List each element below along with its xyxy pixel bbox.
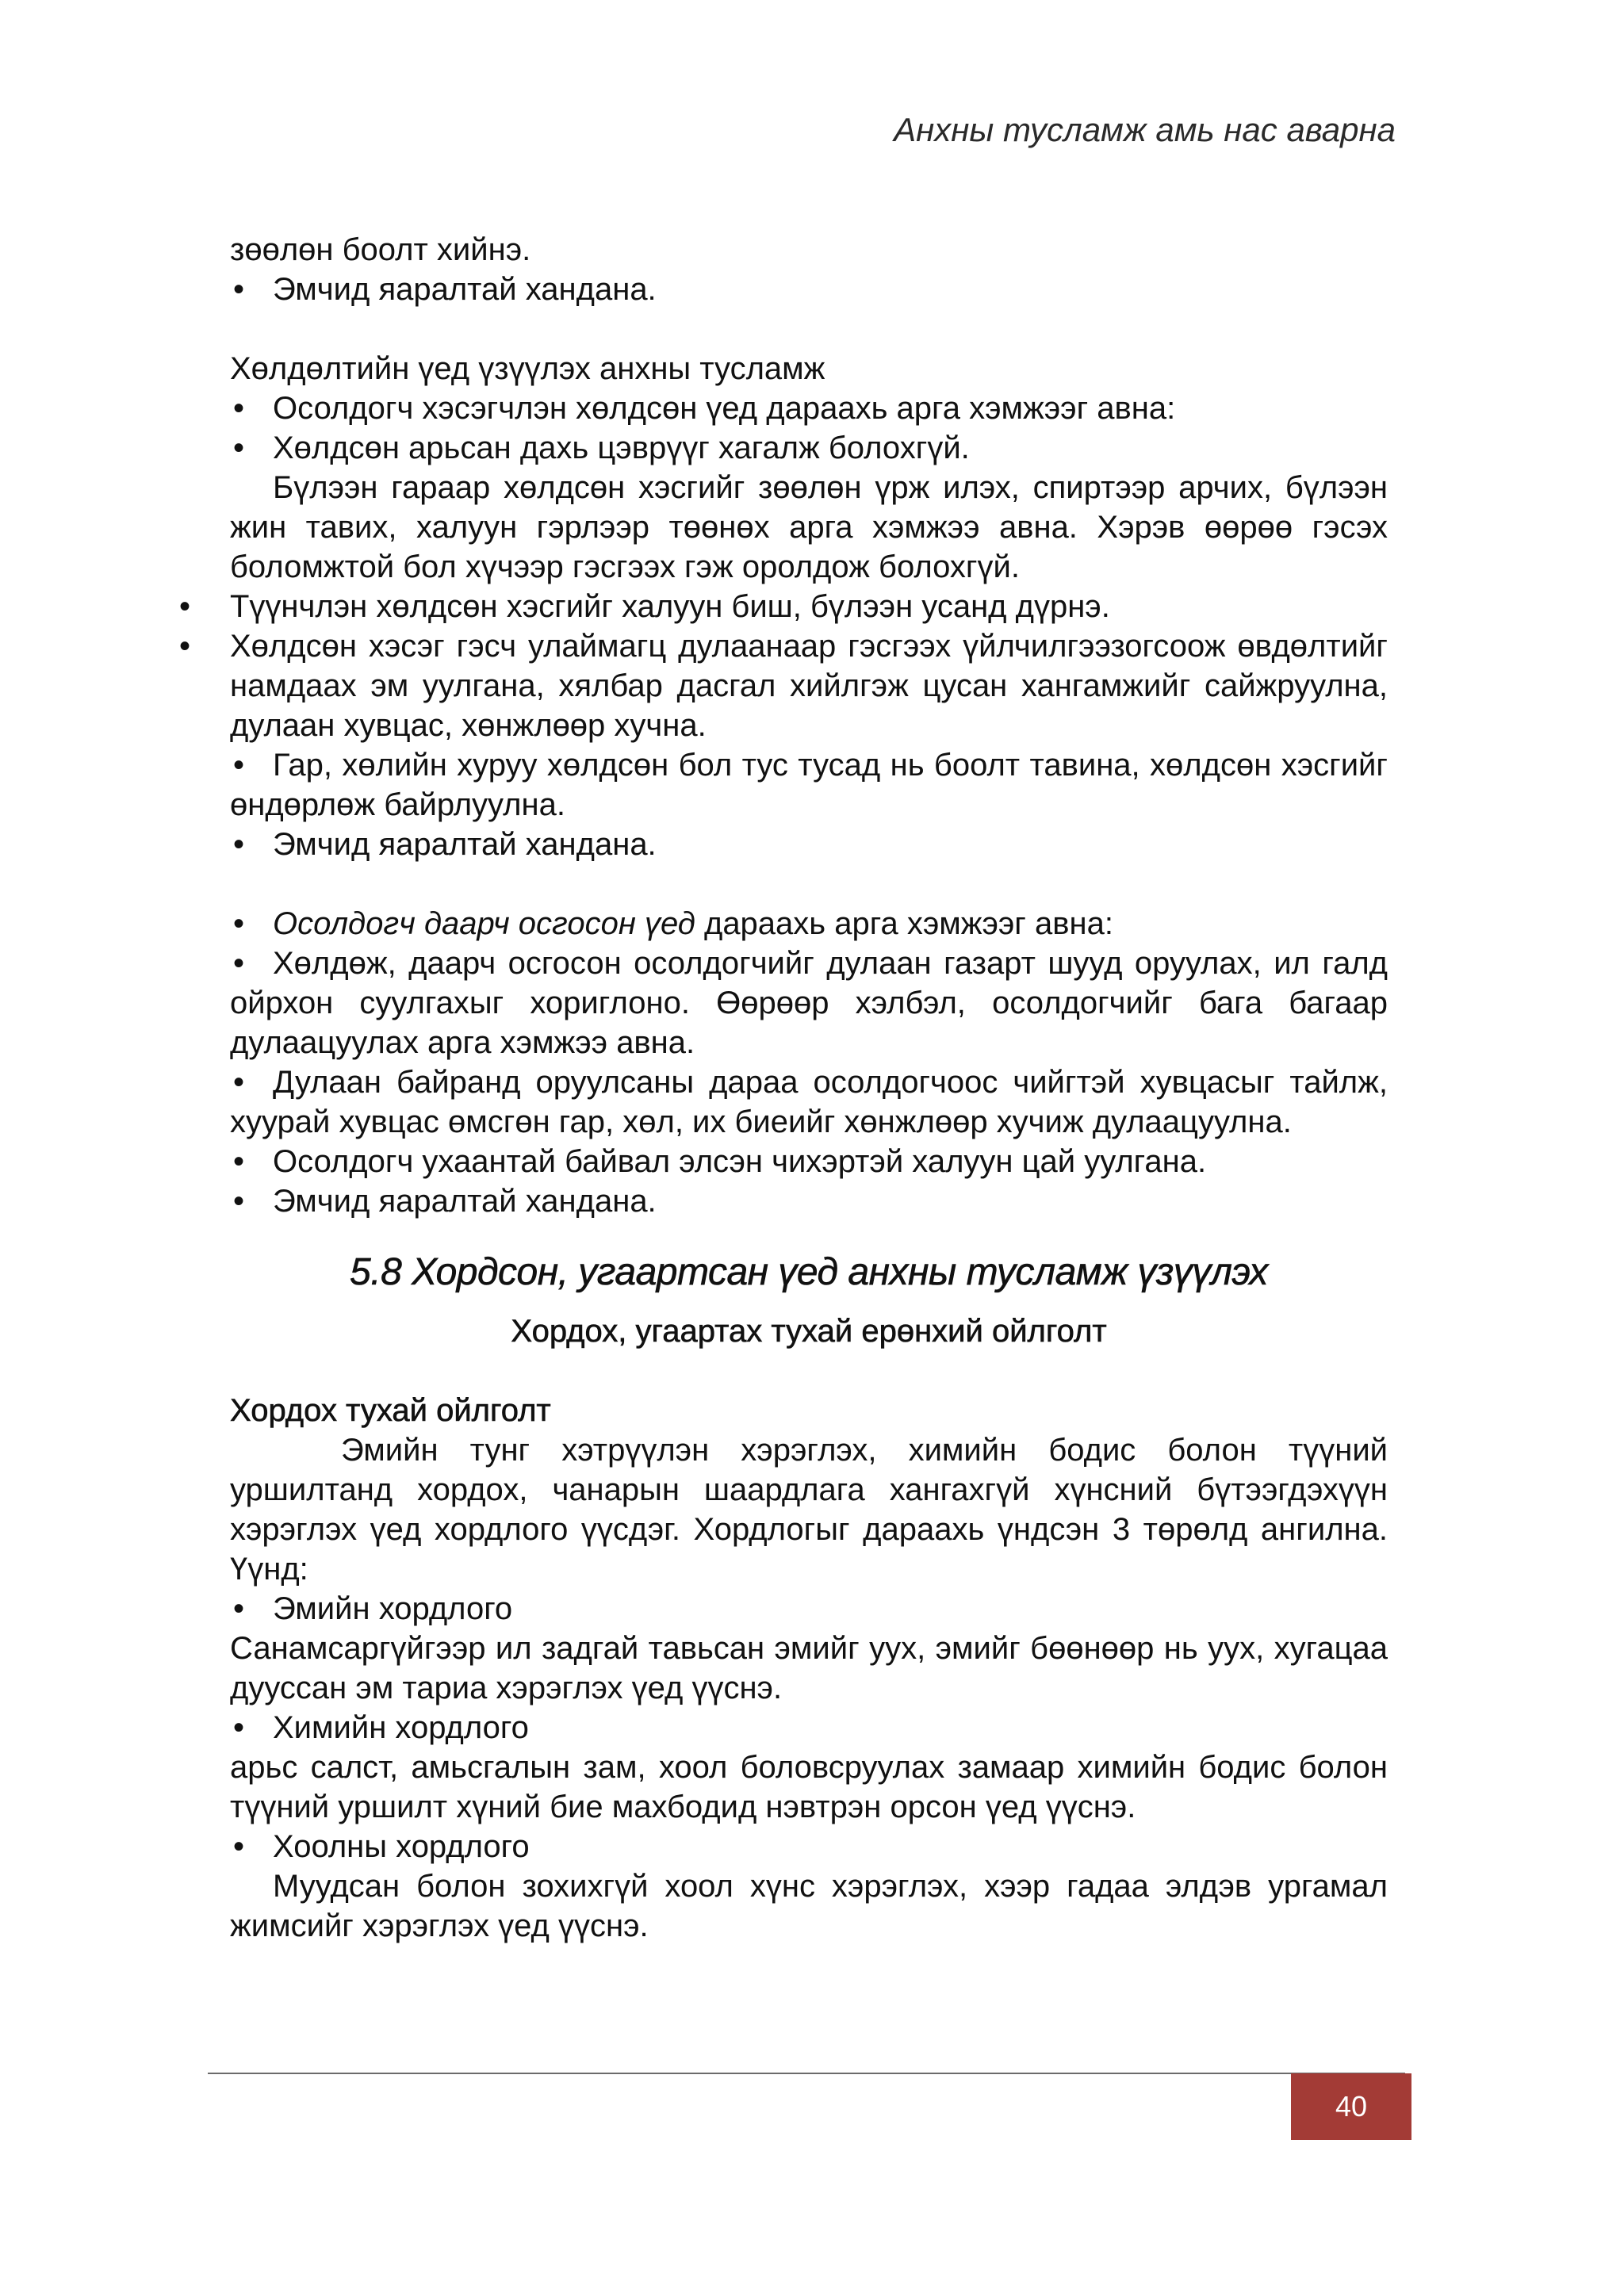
bullet-item: • Химийн хордлого	[230, 1708, 1388, 1748]
paragraph: Муудсан болон зохихгүй хоол хүнс хэрэглэх, хээр гадаа элдэв ургамал жимсийг хэрэглэх үед үүснэ.	[230, 1869, 1388, 1943]
section-subtitle: Хордох, угаартах тухай ерөнхий ойлголт	[511, 1314, 1107, 1349]
bullet-item: • Хөлдөж, даарч осгосон осолдогчийг дулаан газарт шууд оруулах, ил галд ойрхон суулгахыг хориглоно. Өөрөөр хэлбэл, осолдогчийг бага багаар дулаацуулах арга хэмжээ авна.	[230, 944, 1388, 1062]
paragraph: Бүлээн гараар хөлдсөн хэсгийг зөөлөн үрж илэх, спиртээр арчих, бүлээн жин тавих, халуун гэрлээр төөнөх арга хэмжээ авна. Хэрэв өөрөө гэсэх боломжтой бол хүчээр гэсгээх гэж оролдож болохгүй.	[230, 470, 1388, 584]
bullet-item: • Хөлдсөн арьсан дахь цэврүүг хагалж болохгүй.	[230, 428, 1388, 468]
bullet-item: • Эмчид яаралтай хандана.	[230, 1181, 1388, 1221]
paragraph: Санамсаргүйгээр ил задгай тавьсан эмийг уух, эмийг бөөнөөр нь уух, хугацаа дууссан эм тариа хэрэглэх үед үүснэ.	[230, 1631, 1388, 1705]
bullet-item: • Эмчид яаралтай хандана.	[230, 825, 1388, 864]
page-number-badge	[1291, 2073, 1411, 2140]
bullet-item: • Хоолны хордлого	[230, 1827, 1388, 1866]
paragraph: арьс салст, амьсгалын зам, хоол боловсруулах замаар химийн бодис болон түүний уршилт хүний бие махбодид нэвтрэн орсон үед үүснэ.	[230, 1750, 1388, 1824]
running-header: Анхны тусламж амь нас аварна	[894, 111, 1396, 148]
bullet-item: • Осолдогч даарч осгосон үед дараахь арга хэмжээг авна:	[230, 904, 1388, 944]
bullet-item: • Осолдогч ухаантай байвал элсэн чихэртэй халуун цай уулгана.	[230, 1142, 1388, 1181]
bullet-item: • Осолдогч хэсэгчлэн хөлдсөн үед дараахь арга хэмжээг авна:	[230, 389, 1388, 428]
sub-bullet-item: • Түүнчлэн хөлдсөн хэсгийг халуун биш, бүлээн усанд дүрнэ.	[230, 587, 1388, 626]
bullet-item: • Эмийн хордлого	[230, 1589, 1388, 1629]
footer-rule	[208, 2073, 1405, 2074]
paragraph: Эмийн тунг хэтрүүлэн хэрэглэх, химийн бодис болон түүний уршилтанд хордох, чанарын шаардлага хангахгүй хүнсний бүтээгдэхүүн хэрэглэх үед хордлого үүсдэг. Хордлогыг дараахь үндсэн 3 төрөлд ангилна. Үүнд:	[230, 1433, 1388, 1587]
bullet-marker: •	[179, 589, 191, 624]
sub-bullet-item: • Хөлдсөн хэсэг гэсч улаймагц дулаанаар гэсгээх үйлчилгээзогсоож өвдөлтийг намдаах эм уулгана, хялбар дасгал хийлгэж цусан хангамжийг сайжруулна, дулаан хувцас, хөнжлөөр хучна.	[230, 626, 1388, 745]
page-content	[179, 230, 1388, 1946]
bullet-marker: •	[179, 629, 191, 664]
paragraph-heading: Хөлдөлтийн үед үзүүлэх анхны тусламж	[230, 351, 825, 386]
text-line: зөөлөн боолт хийнэ.	[230, 232, 531, 267]
bullet-item: • Эмчид яаралтай хандана.	[230, 270, 1388, 309]
bullet-item: • Дулаан байранд оруулсаны дараа осолдогчоос чийгтэй хувцасыг тайлж, хуурай хувцас өмсгөн гар, хөл, их биеийг хөнжлөөр хучиж дулаацуулна.	[230, 1062, 1388, 1142]
bullet-item: • Гар, хөлийн хуруу хөлдсөн бол тус тусад нь боолт тавина, хөлдсөн хэсгийг өндөрлөж байрлуулна.	[230, 745, 1388, 825]
section-title: 5.8 Хордсон, угаартсан үед анхны тусламж үзүүлэх	[350, 1251, 1268, 1293]
page-number: 40	[1335, 2090, 1368, 2123]
subsection-heading: Хордох тухай ойлголт	[230, 1393, 551, 1428]
